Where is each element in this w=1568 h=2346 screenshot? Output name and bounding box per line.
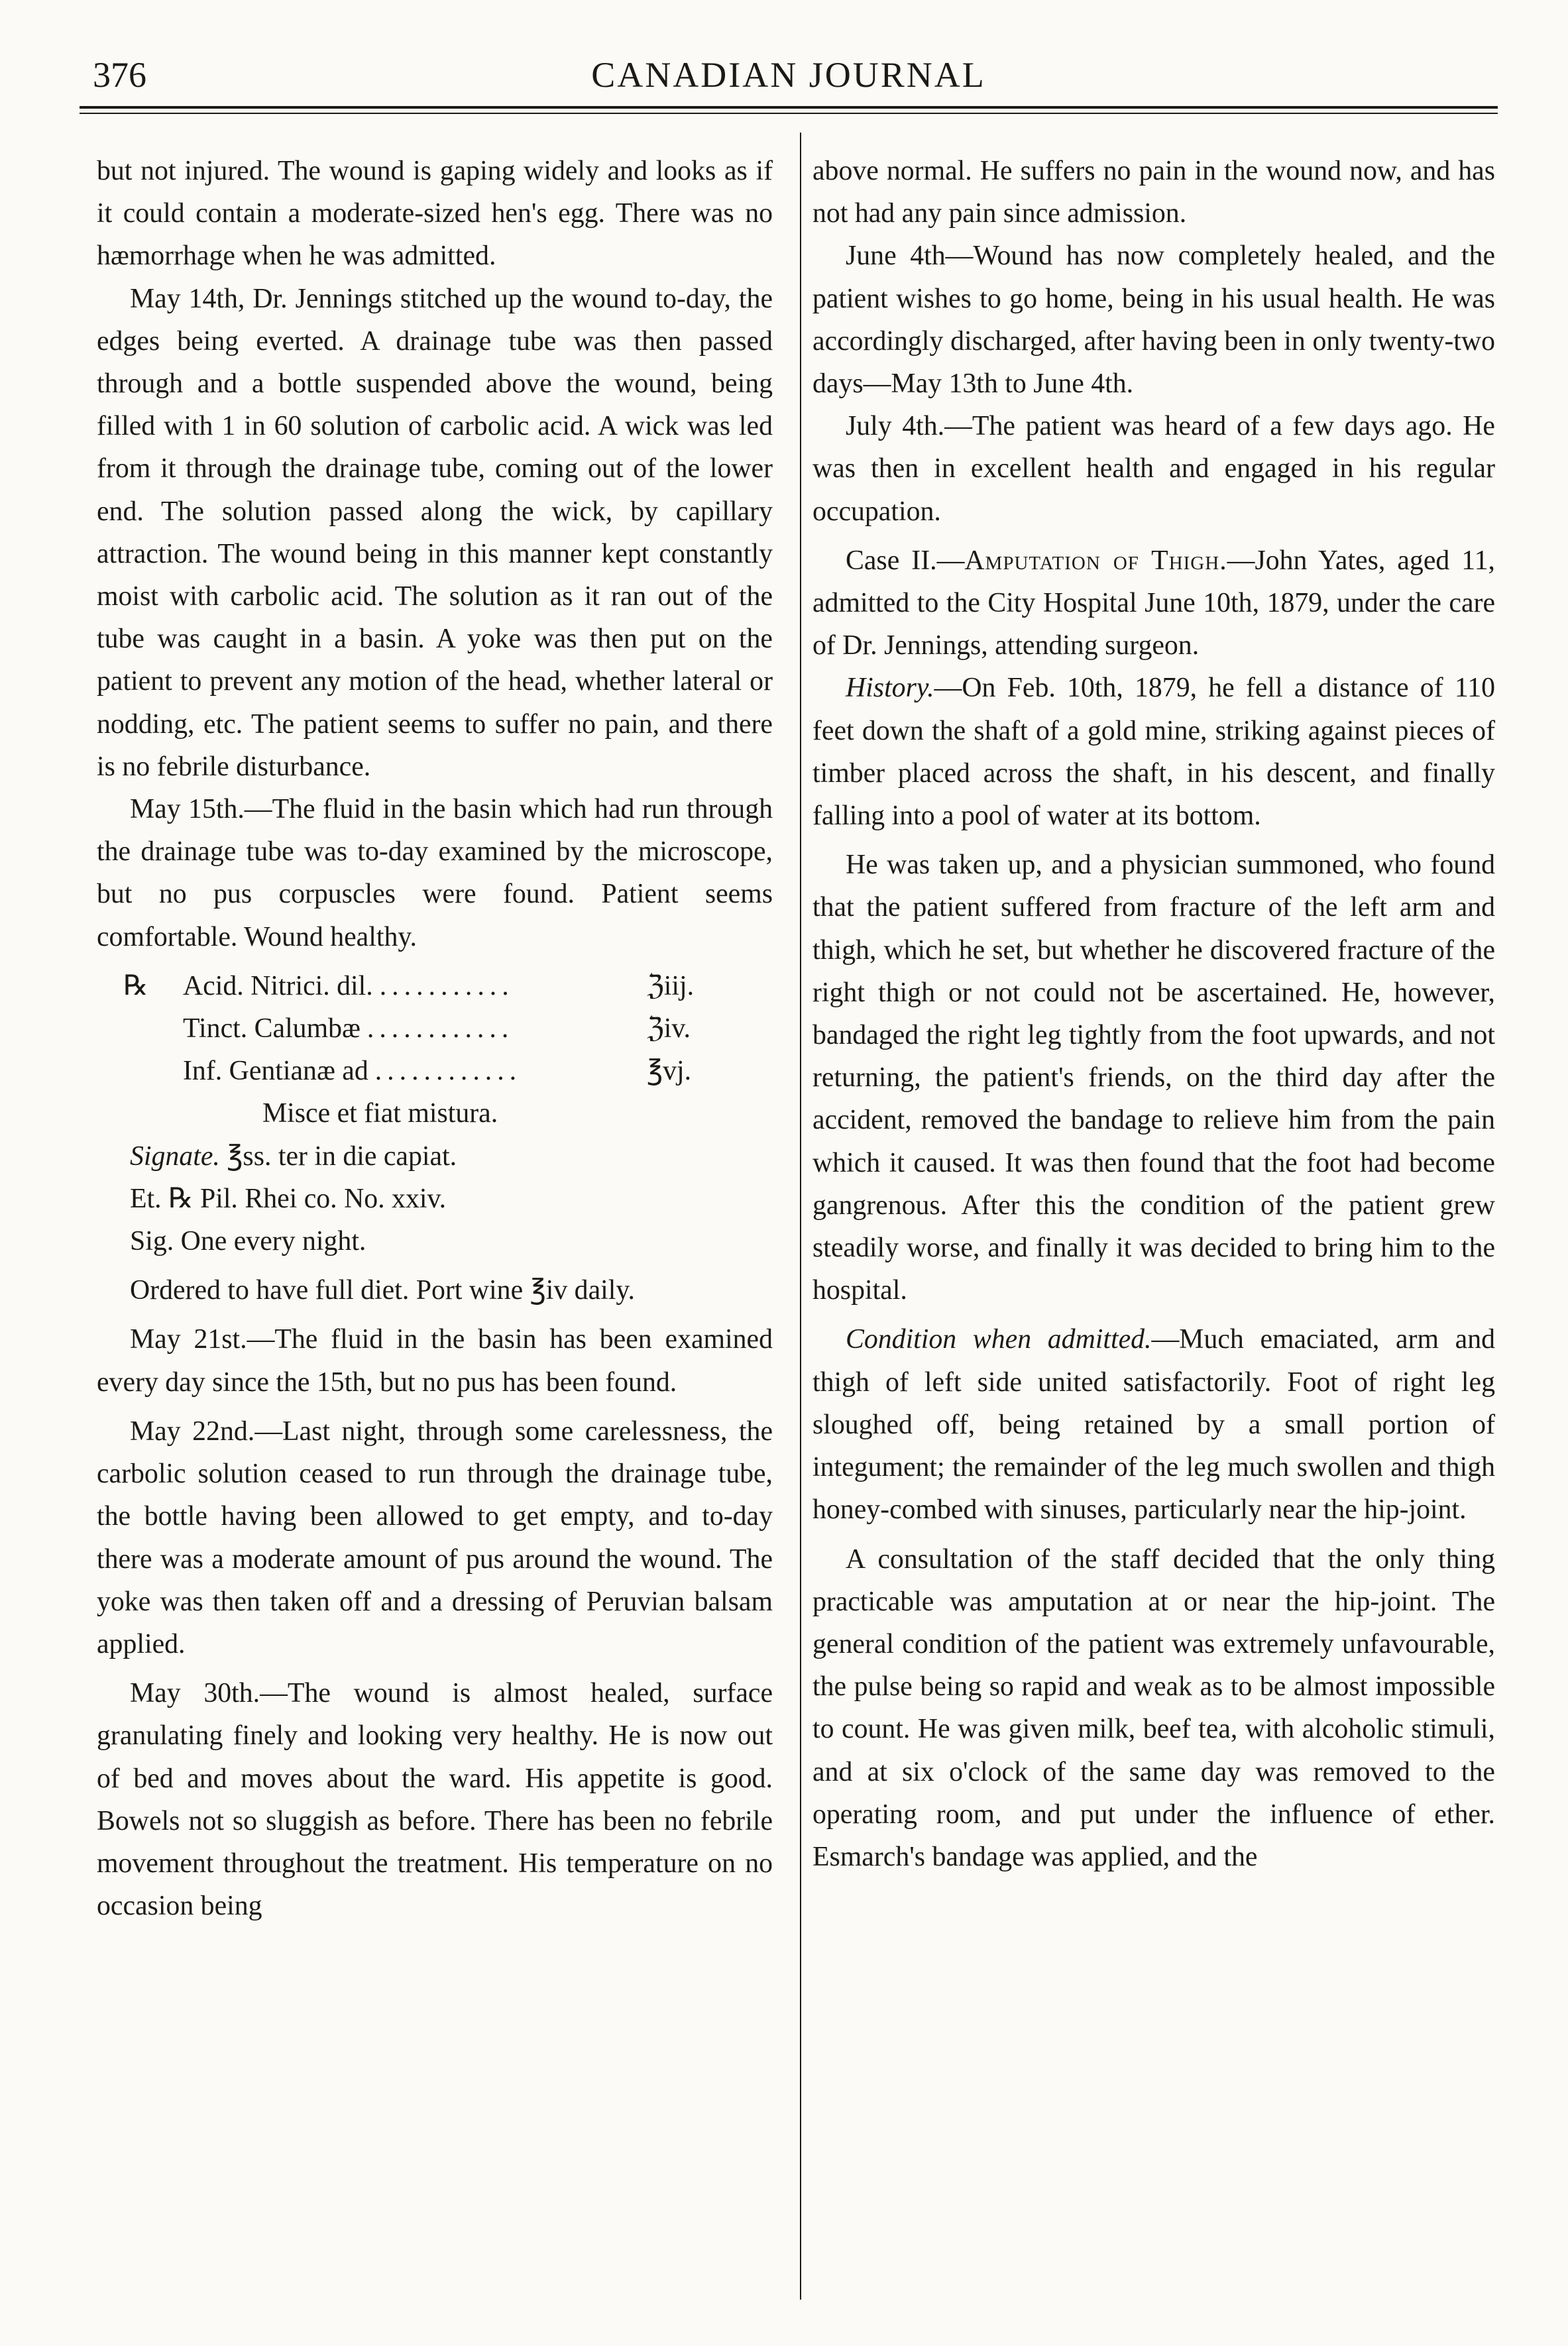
paragraph: above normal. He suffers no pain in the wound now, and has not had any pain since admission. — [812, 156, 1495, 229]
history-paragraph — [812, 667, 1495, 837]
leader-dots: ............ — [374, 1056, 522, 1087]
leader-dots: ........... — [379, 970, 514, 1001]
case-text: —John Yates, aged 11, admitted to the City Hospital June 10th, 1879, under the care of Dr. Jennings, attending surgeon. — [812, 545, 1495, 661]
paragraph: but not injured. The wound is gaping widely and looks as if it could contain a moderate-sized hen's egg. There was no hæmorrhage when he was admitted. — [97, 156, 773, 272]
condition-label: Condition when admitted. — [846, 1324, 1152, 1355]
prescription-line — [97, 1050, 720, 1092]
case-label: Case II.— — [846, 545, 965, 576]
case-heading-paragraph — [812, 539, 1495, 667]
paragraph: May 15th.—The fluid in the basin which had run through the drainage tube was to-day examined by the microscope, but no pus corpuscles were found. Patient seems comfortable. Wound healthy. — [97, 794, 773, 952]
paragraph: He was taken up, and a physician summoned, who found that the patient suffered from fracture of the left arm and thigh, which he set, but whether he discovered fracture of the right thigh or not could not be ascertained. He, however, bandaged the right leg tightly from the foot upwards, and not returning, the patient's friends, on the third day after the accident, removed the bandage to relieve him from the pain which it caused. It was then found that the foot had become gangrenous. After this the condition of the patient grew steadily worse, and finally it was decided to bring him to the hospital. — [812, 850, 1495, 1306]
ingredient-name: Inf. Gentianæ ad — [183, 1056, 368, 1087]
paragraph: May 22nd.—Last night, through some carelessness, the carbolic solution ceased to run through the drainage tube, the bottle having been allowed to get empty, and to-day there was a moderate amount of pus around the wound. The yoke was then taken off and a dressing of Peruvian balsam applied. — [97, 1416, 773, 1659]
signate-label: Signate. — [130, 1141, 220, 1172]
paragraph: May 30th.—The wound is almost healed, surface granulating finely and looking very healthy. He is now out of bed and moves about the ward. His appetite is good. Bowels not so sluggish as before. There has been no febrile movement throughout the treatment. His temperature on no occasion being — [97, 1678, 773, 1922]
history-text: —On Feb. 10th, 1879, he fell a distance of 110 feet down the shaft of a gold mine, striking against pieces of timber placed across the shaft, in his descent, and finally falling into a pool of water at its bottom. — [812, 673, 1495, 832]
right-column — [812, 150, 1495, 1878]
page-header — [80, 54, 1498, 107]
misce-line: Misce et fiat mistura. — [262, 1098, 498, 1129]
ingredient-dose: ℨiij. — [647, 970, 695, 1001]
paragraph: July 4th.—The patient was heard of a few days ago. He was then in excellent health and engaged in his regular occupation. — [812, 411, 1495, 527]
ingredient-name: Acid. Nitrici. dil. — [183, 970, 373, 1001]
history-label: History. — [846, 673, 934, 704]
recipe-symbol: ℞ — [123, 970, 148, 1001]
signate-text: ℥ss. ter in die capiat. — [227, 1141, 457, 1172]
condition-paragraph — [812, 1318, 1495, 1531]
leader-dots: ............ — [366, 1013, 514, 1044]
left-column — [97, 150, 773, 1927]
ingredient-dose: ℥vj. — [647, 1056, 692, 1087]
column-divider — [800, 133, 801, 2300]
paragraph: Ordered to have full diet. Port wine ℥iv daily. — [130, 1275, 635, 1306]
paragraph: May 14th, Dr. Jennings stitched up the wound to-day, the edges being everted. A drainage tube was then passed through and a bottle suspended above the wound, being filled with 1 in 60 solution of carbolic acid. A wick was led from it through the drainage tube, coming out of the lower end. The solution passed along the wick, by capillary attraction. The wound being in this manner kept constantly moist with carbolic acid. The solution as it ran out of the tube was caught in a basin. A yoke was then put on the patient to prevent any motion of the head, whether lateral or nodding, etc. The patient seems to suffer no pain, and there is no febrile disturbance. — [97, 283, 773, 782]
paragraph: June 4th—Wound has now completely healed, and the patient wishes to go home, being in his usual health. He was accordingly discharged, after having been in only twenty-two days—May 13th to June 4th. — [812, 241, 1495, 400]
paragraph: May 21st.—The fluid in the basin has been examined every day since the 15th, but no pus has been found. — [97, 1324, 773, 1398]
prescription — [97, 965, 773, 1262]
header-rule-thin — [80, 113, 1498, 114]
ingredient-dose: ℨiv. — [647, 1013, 691, 1044]
sig-line: Sig. One every night. — [130, 1226, 366, 1257]
signate-line — [97, 1135, 773, 1178]
prescription-line — [97, 1007, 720, 1050]
case-title: Amputation of Thigh. — [964, 545, 1227, 576]
page-number: 376 — [93, 55, 146, 95]
header-rule-thick — [80, 106, 1498, 109]
prescription-line — [97, 965, 720, 1007]
paragraph: A consultation of the staff decided that the only thing practicable was amputation at or near the hip-joint. The general condition of the patient was extremely unfavourable, the pulse being so rapid and weak as to be almost impossible to count. He was given milk, beef tea, with alcoholic stimuli, and at six o'clock of the same day was removed to the operating room, and put under the influence of ether. Esmarch's bandage was applied, and the — [812, 1543, 1495, 1872]
running-title: CANADIAN JOURNAL — [591, 55, 986, 95]
et-line: Et. ℞ Pil. Rhei co. No. xxiv. — [130, 1183, 447, 1214]
ingredient-name: Tinct. Calumbæ — [183, 1013, 361, 1044]
condition-text: —Much emaciated, arm and thigh of left side united satisfactorily. Foot of right leg sloughed off, being retained by a small portion of integument; the remainder of the leg much swollen and thigh honey-combed with sinuses, particularly near the hip-joint. — [812, 1324, 1495, 1526]
